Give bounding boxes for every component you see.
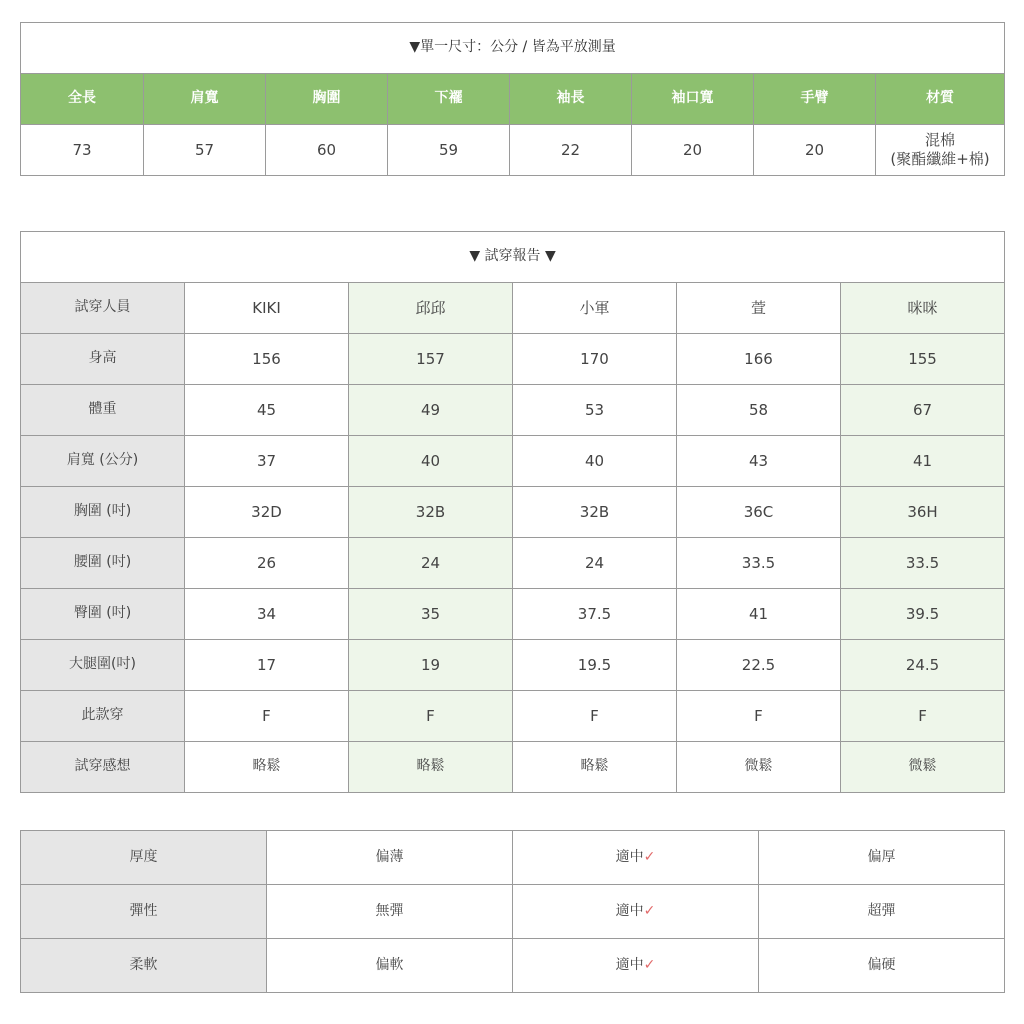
fit-cell: 33.5 xyxy=(841,538,1005,589)
fit-cell: 32B xyxy=(349,487,513,538)
fit-report-caption: ▼ 試穿報告 ▼ xyxy=(21,232,1005,283)
fabric-option xyxy=(513,831,759,885)
fit-cell: 19.5 xyxy=(513,640,677,691)
size-value-shoulder: 57 xyxy=(144,125,266,176)
fit-row-label: 大腿圍(吋) xyxy=(21,640,185,691)
fit-cell: F xyxy=(677,691,841,742)
fabric-option xyxy=(759,831,1005,885)
fit-row-label: 胸圍 (吋) xyxy=(21,487,185,538)
fit-row-label: 試穿感想 xyxy=(21,742,185,793)
fit-row-label: 體重 xyxy=(21,385,185,436)
size-header-hem: 下襬 xyxy=(388,74,510,125)
fit-report-row xyxy=(21,691,1005,742)
check-icon: ✓ xyxy=(643,902,656,919)
fit-cell: 41 xyxy=(841,436,1005,487)
fit-cell: 53 xyxy=(513,385,677,436)
fit-cell: 小軍 xyxy=(513,283,677,334)
size-header-length: 全長 xyxy=(21,74,144,125)
fit-cell: 49 xyxy=(349,385,513,436)
fabric-option-label: 偏厚 xyxy=(867,848,896,865)
fabric-row-label: 柔軟 xyxy=(21,939,267,993)
fit-cell: 微鬆 xyxy=(677,742,841,793)
fit-cell: 45 xyxy=(185,385,349,436)
fit-cell: F xyxy=(349,691,513,742)
fabric-option-label: 偏硬 xyxy=(867,956,896,973)
fit-cell: 166 xyxy=(677,334,841,385)
size-header-sleeve-length: 袖長 xyxy=(510,74,632,125)
fabric-option-label: 適中 xyxy=(615,956,644,973)
fit-cell: 157 xyxy=(349,334,513,385)
fit-report-row xyxy=(21,334,1005,385)
fabric-option xyxy=(759,939,1005,993)
fit-cell: 41 xyxy=(677,589,841,640)
fit-cell: 22.5 xyxy=(677,640,841,691)
fit-cell: 略鬆 xyxy=(513,742,677,793)
fit-row-label: 試穿人員 xyxy=(21,283,185,334)
fit-cell: 156 xyxy=(185,334,349,385)
fit-cell: 24.5 xyxy=(841,640,1005,691)
fit-cell: 40 xyxy=(349,436,513,487)
fabric-row xyxy=(21,831,1005,885)
material-line-2: (聚酯纖維+棉) xyxy=(890,150,990,168)
fit-cell: 微鬆 xyxy=(841,742,1005,793)
fit-cell: 36C xyxy=(677,487,841,538)
size-header-arm: 手臂 xyxy=(754,74,876,125)
fabric-option xyxy=(513,939,759,993)
fit-cell: 43 xyxy=(677,436,841,487)
fit-cell: 67 xyxy=(841,385,1005,436)
fit-row-label: 腰圍 (吋) xyxy=(21,538,185,589)
fit-cell: 33.5 xyxy=(677,538,841,589)
size-header-shoulder: 肩寬 xyxy=(144,74,266,125)
fabric-row-label: 厚度 xyxy=(21,831,267,885)
fit-report-table xyxy=(20,231,1005,793)
fit-report-row xyxy=(21,487,1005,538)
fit-cell: 170 xyxy=(513,334,677,385)
material-line-1: 混棉 xyxy=(925,131,956,150)
fit-cell: F xyxy=(841,691,1005,742)
fabric-option xyxy=(267,831,513,885)
fit-cell: 37.5 xyxy=(513,589,677,640)
fabric-row-label: 彈性 xyxy=(21,885,267,939)
fabric-option-label: 無彈 xyxy=(375,902,404,919)
fabric-row xyxy=(21,939,1005,993)
fit-cell: 39.5 xyxy=(841,589,1005,640)
fit-cell: 19 xyxy=(349,640,513,691)
fit-cell: 32B xyxy=(513,487,677,538)
size-value-chest: 60 xyxy=(266,125,388,176)
fit-report-row xyxy=(21,538,1005,589)
size-value-cuff-width: 20 xyxy=(632,125,754,176)
fit-report-row xyxy=(21,283,1005,334)
fabric-option xyxy=(267,939,513,993)
fabric-option-label: 偏軟 xyxy=(375,956,404,973)
fit-row-label: 臀圍 (吋) xyxy=(21,589,185,640)
fit-cell: 26 xyxy=(185,538,349,589)
fabric-option xyxy=(759,885,1005,939)
fabric-feel-table xyxy=(20,830,1005,993)
fit-cell: 邱邱 xyxy=(349,283,513,334)
fit-row-label: 身高 xyxy=(21,334,185,385)
size-table-caption: ▼單一尺寸：公分 / 皆為平放測量 xyxy=(21,23,1005,74)
fit-cell: 24 xyxy=(513,538,677,589)
fit-row-label: 肩寬 (公分) xyxy=(21,436,185,487)
fit-report-row xyxy=(21,742,1005,793)
fit-cell: 155 xyxy=(841,334,1005,385)
fit-report-row xyxy=(21,436,1005,487)
fit-report-row xyxy=(21,640,1005,691)
size-header-material: 材質 xyxy=(876,74,1005,125)
fabric-option xyxy=(267,885,513,939)
check-icon: ✓ xyxy=(643,956,656,973)
fabric-row xyxy=(21,885,1005,939)
fit-row-label: 此款穿 xyxy=(21,691,185,742)
size-header-cuff-width: 袖口寬 xyxy=(632,74,754,125)
size-value-material xyxy=(876,125,1005,176)
fit-report-row xyxy=(21,589,1005,640)
size-table xyxy=(20,22,1005,176)
fit-cell: KIKI xyxy=(185,283,349,334)
fabric-option-label: 超彈 xyxy=(867,902,896,919)
fit-cell: 萱 xyxy=(677,283,841,334)
fit-cell: 略鬆 xyxy=(349,742,513,793)
fit-cell: 24 xyxy=(349,538,513,589)
fit-cell: 17 xyxy=(185,640,349,691)
fit-cell: 36H xyxy=(841,487,1005,538)
fit-cell: F xyxy=(513,691,677,742)
fit-cell: 略鬆 xyxy=(185,742,349,793)
size-value-sleeve-length: 22 xyxy=(510,125,632,176)
fit-cell: 35 xyxy=(349,589,513,640)
fit-cell: 咪咪 xyxy=(841,283,1005,334)
fabric-option xyxy=(513,885,759,939)
fabric-option-label: 適中 xyxy=(615,902,644,919)
size-header-chest: 胸圍 xyxy=(266,74,388,125)
fit-report-row xyxy=(21,385,1005,436)
check-icon: ✓ xyxy=(643,848,656,865)
fabric-option-label: 適中 xyxy=(615,848,644,865)
fabric-option-label: 偏薄 xyxy=(375,848,404,865)
fit-cell: 37 xyxy=(185,436,349,487)
size-value-hem: 59 xyxy=(388,125,510,176)
size-value-length: 73 xyxy=(21,125,144,176)
fit-cell: 40 xyxy=(513,436,677,487)
fit-cell: 58 xyxy=(677,385,841,436)
size-value-arm: 20 xyxy=(754,125,876,176)
fit-cell: F xyxy=(185,691,349,742)
fit-cell: 34 xyxy=(185,589,349,640)
fit-cell: 32D xyxy=(185,487,349,538)
